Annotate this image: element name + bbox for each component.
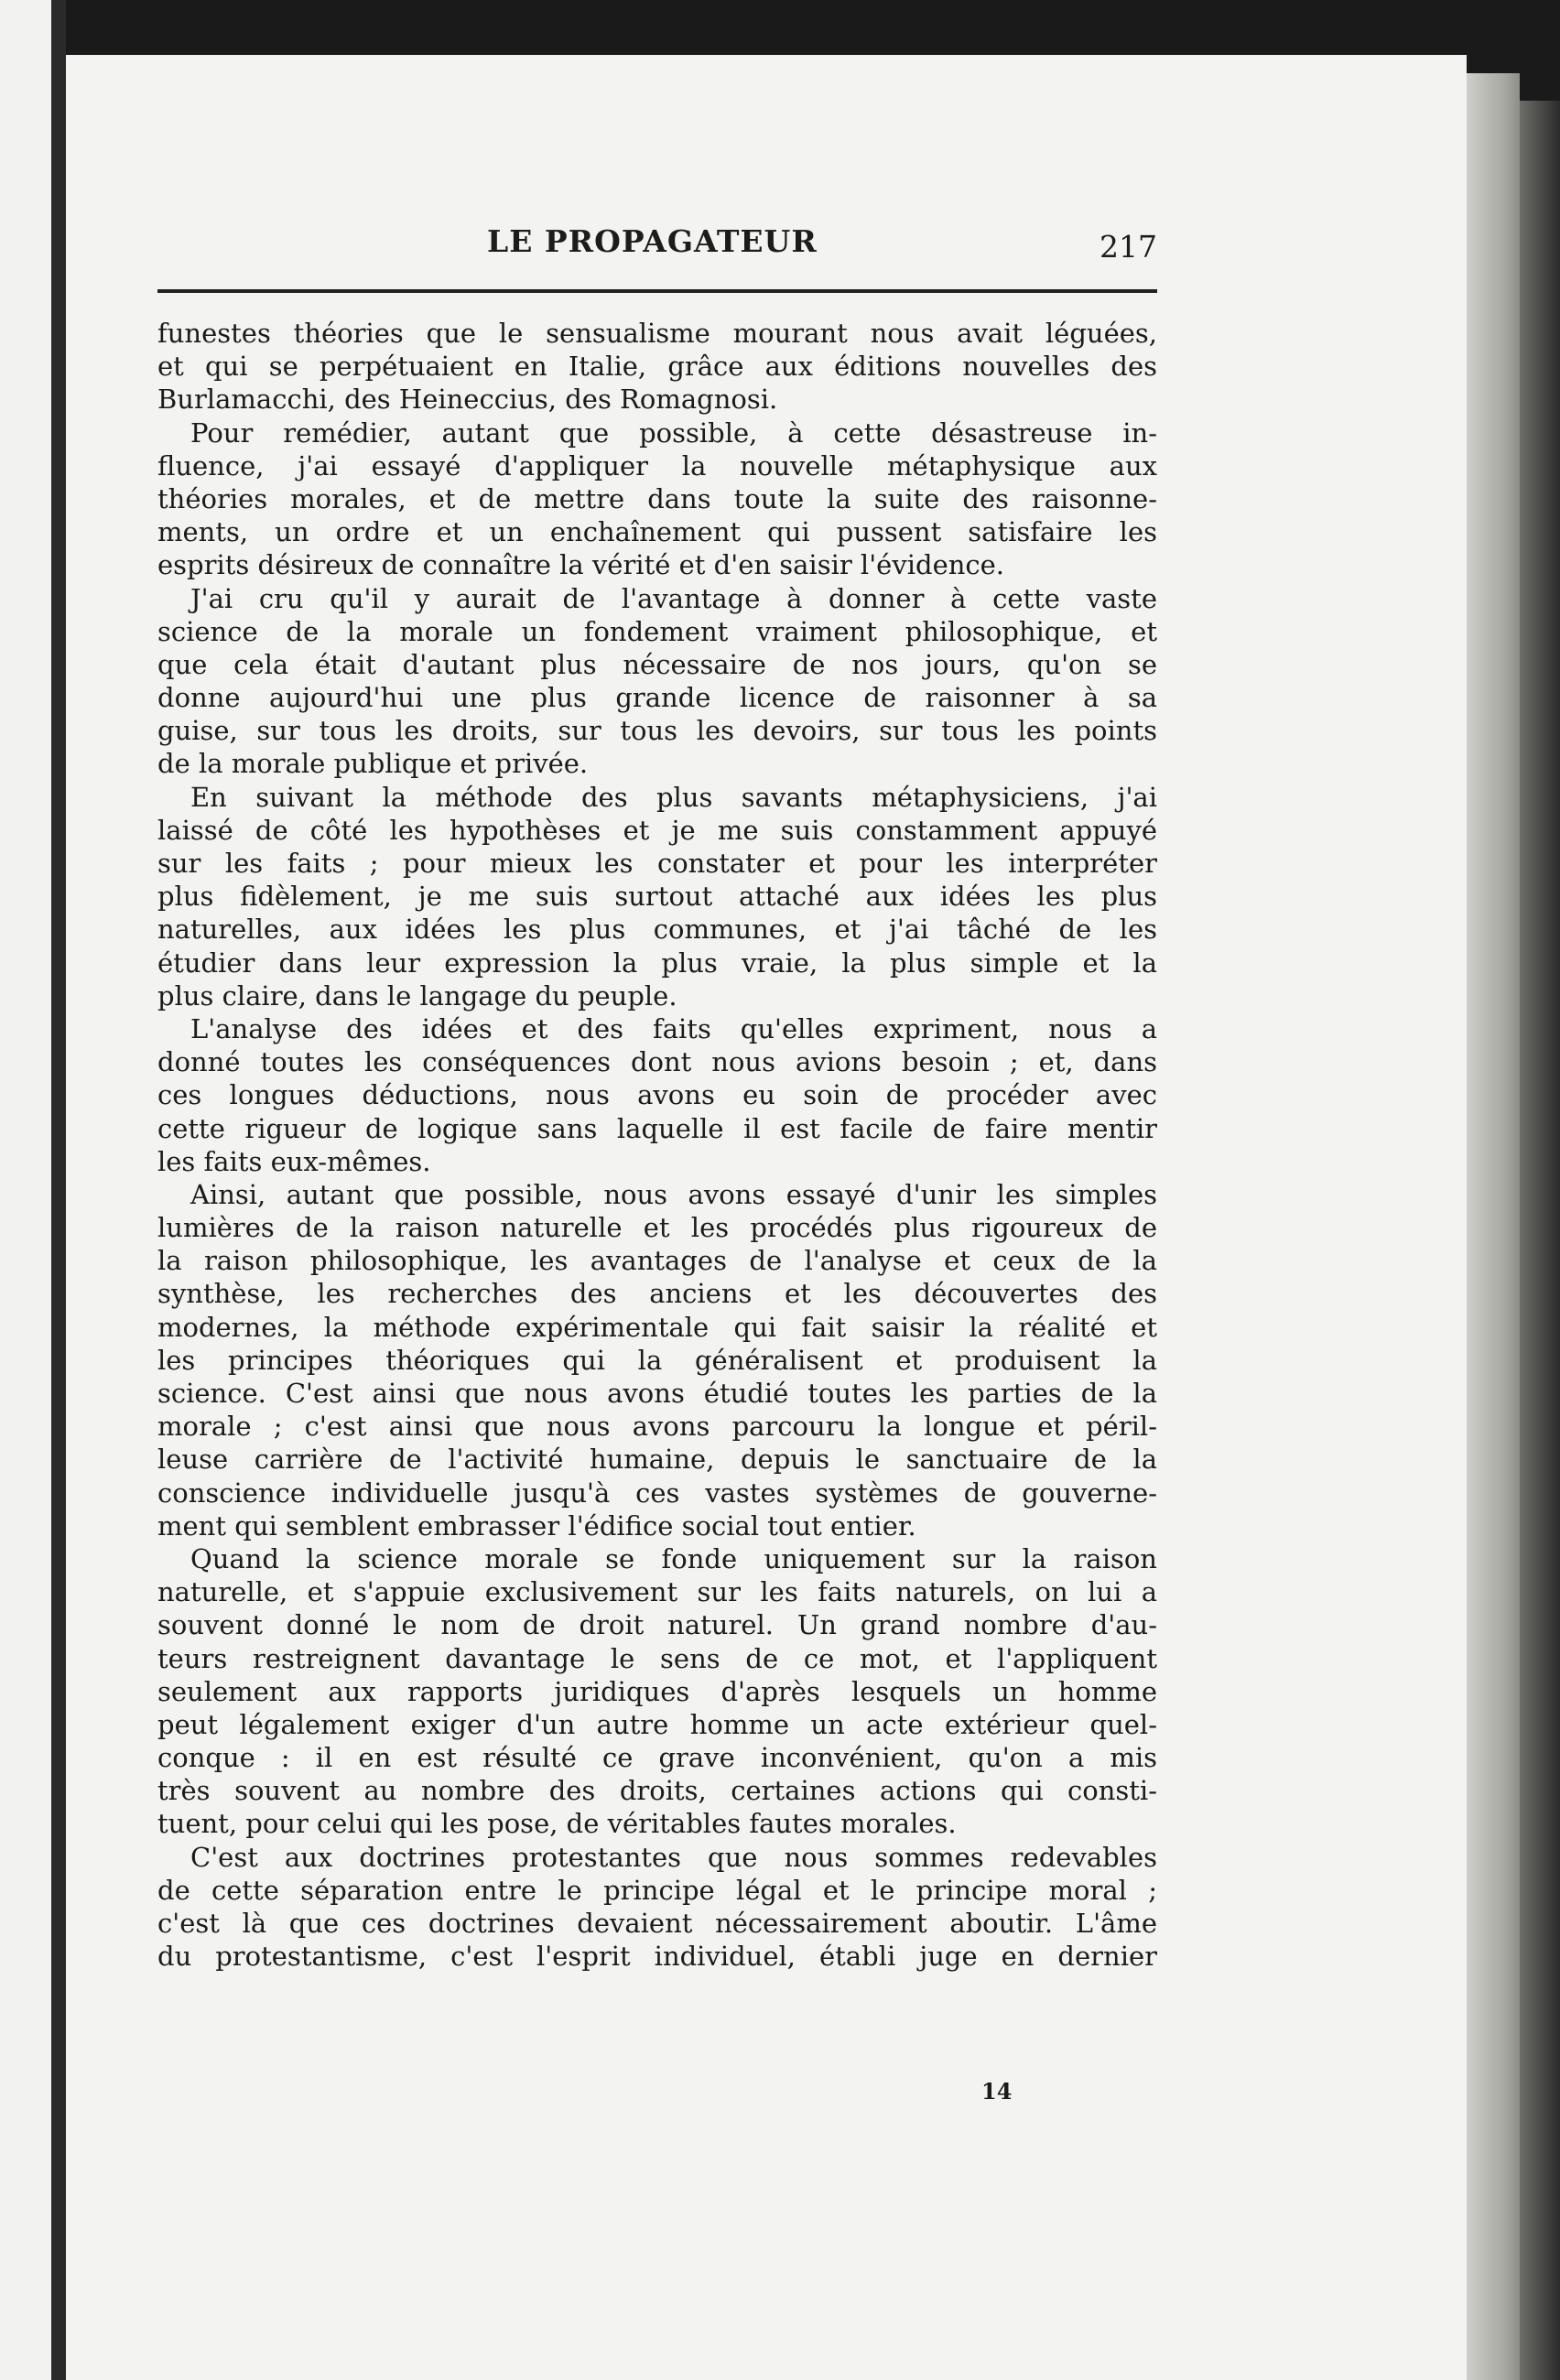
signature-mark: 14 — [981, 2078, 1013, 2104]
header-rule — [157, 289, 1157, 293]
body-text — [157, 317, 1157, 1973]
text-line: donné toutes les conséquences dont nous avions besoin ; et, dans — [157, 1046, 1157, 1078]
text-line: théories morales, et de mettre dans toute la suite des raisonne- — [157, 482, 1157, 514]
text-line: et qui se perpétuaient en Italie, grâce aux éditions nouvelles des — [157, 351, 1157, 383]
text-line: science. C'est ainsi que nous avons étudié toutes les parties de la — [157, 1378, 1157, 1409]
text-line: les principes théoriques qui la généralisent et produisent la — [157, 1344, 1157, 1376]
text-line: C'est aux doctrines protestantes que nous sommes redevables — [190, 1841, 1157, 1873]
text-line: ces longues déductions, nous avons eu soin de procéder avec — [157, 1079, 1157, 1111]
text-line: Quand la science morale se fonde uniquement sur la raison — [190, 1542, 1157, 1574]
text-line: naturelles, aux idées les plus communes, et j'ai tâché de les — [157, 914, 1157, 946]
text-line: Pour remédier, autant que possible, à cette désastreuse in- — [190, 416, 1157, 449]
book-gutter — [51, 0, 66, 2380]
text-line: En suivant la méthode des plus savants métaphysiciens, j'ai — [190, 781, 1157, 813]
text-line: lumières de la raison naturelle et les procédés plus rigoureux de — [157, 1212, 1157, 1244]
text-line: naturelle, et s'appuie exclusivement sur les faits naturels, on lui a — [157, 1576, 1157, 1608]
text-line: laissé de côté les hypothèses et je me suis constamment appuyé — [157, 814, 1157, 846]
text-line: esprits désireux de connaître la vérité et d'en saisir l'évidence. — [157, 549, 1005, 581]
text-line: L'analyse des idées et des faits qu'elles expriment, nous a — [190, 1012, 1157, 1044]
page-stack-edge — [1467, 73, 1520, 2380]
text-line: plus fidèlement, je me suis surtout attaché aux idées les plus — [157, 881, 1157, 913]
text-line: tuent, pour celui qui les pose, de véritables fautes morales. — [157, 1808, 957, 1840]
text-line: cette rigueur de logique sans laquelle il est facile de faire mentir — [157, 1112, 1157, 1144]
running-title: LE PROPAGATEUR — [487, 223, 818, 259]
text-line: de cette séparation entre le principe légal et le principe moral ; — [157, 1874, 1157, 1906]
text-line: conscience individuelle jusqu'à ces vastes systèmes de gouverne- — [157, 1477, 1157, 1509]
text-line: seulement aux rapports juridiques d'après lesquels un homme — [157, 1675, 1157, 1707]
text-line: souvent donné le nom de droit naturel. Un grand nombre d'au- — [157, 1609, 1157, 1641]
text-line: peut légalement exiger d'un autre homme un acte extérieur quel- — [157, 1708, 1157, 1740]
text-line: fluence, j'ai essayé d'appliquer la nouvelle métaphysique aux — [157, 449, 1157, 481]
text-line: c'est là que ces doctrines devaient nécessairement aboutir. L'âme — [157, 1908, 1157, 1939]
text-line: teurs restreignent davantage le sens de ce mot, et l'appliquent — [157, 1642, 1157, 1674]
text-line: ment qui semblent embrasser l'édifice social tout entier. — [157, 1509, 916, 1542]
text-line: les faits eux-mêmes. — [157, 1145, 431, 1177]
text-line: du protestantisme, c'est l'esprit individuel, établi juge en dernier — [157, 1941, 1157, 1973]
text-line: guise, sur tous les droits, sur tous les devoirs, sur tous les points — [157, 715, 1157, 747]
text-line: modernes, la méthode expérimentale qui fait saisir la réalité et — [157, 1311, 1157, 1343]
text-line: science de la morale un fondement vraiment philosophique, et — [157, 615, 1157, 647]
text-line: morale ; c'est ainsi que nous avons parcouru la longue et péril- — [157, 1411, 1157, 1443]
text-line: la raison philosophique, les avantages de l'analyse et ceux de la — [157, 1245, 1157, 1277]
previous-page-edge — [0, 0, 66, 2380]
text-line: conque : il en est résulté ce grave inconvénient, qu'on a mis — [157, 1742, 1157, 1774]
text-line: synthèse, les recherches des anciens et les découvertes des — [157, 1278, 1157, 1310]
text-line: que cela était d'autant plus nécessaire de nos jours, qu'on se — [157, 648, 1157, 680]
text-line: très souvent au nombre des droits, certaines actions qui consti- — [157, 1775, 1157, 1807]
text-line: sur les faits ; pour mieux les constater et pour les interpréter — [157, 848, 1157, 879]
text-line: leuse carrière de l'activité humaine, depuis le sanctuaire de la — [157, 1444, 1157, 1476]
book-cover-edge — [1520, 101, 1560, 2380]
text-line: étudier dans leur expression la plus vraie, la plus simple et la — [157, 947, 1157, 979]
text-line: ments, un ordre et un enchaînement qui pussent satisfaire les — [157, 516, 1157, 548]
text-line: Ainsi, autant que possible, nous avons essayé d'unir les simples — [190, 1178, 1157, 1210]
page-header — [157, 218, 1157, 273]
text-line: funestes théories que le sensualisme mourant nous avait léguées, — [157, 318, 1157, 349]
page-number: 217 — [1100, 229, 1157, 265]
text-line: J'ai cru qu'il y aurait de l'avantage à donner à cette vaste — [190, 582, 1157, 614]
text-line: de la morale publique et privée. — [157, 748, 589, 780]
text-line: Burlamacchi, des Heineccius, des Romagnosi. — [157, 384, 778, 416]
text-line: donne aujourd'hui une plus grande licence de raisonner à sa — [157, 682, 1157, 714]
text-line: plus claire, dans le langage du peuple. — [157, 979, 677, 1012]
